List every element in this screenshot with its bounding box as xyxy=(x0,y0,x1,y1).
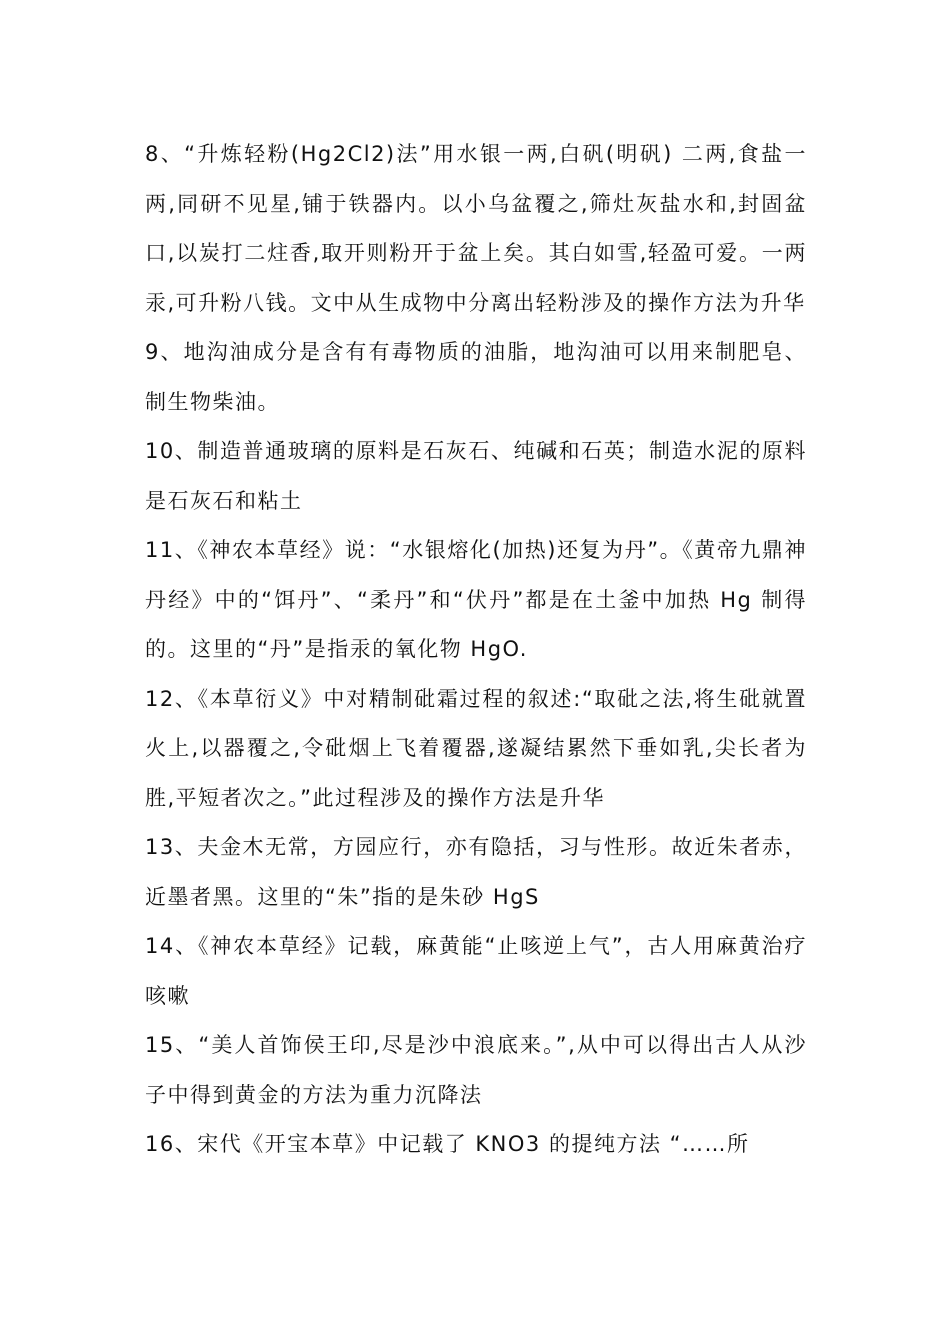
paragraph-10: 10、制造普通玻璃的原料是石灰石、纯碱和石英；制造水泥的原料是石灰石和粘土 xyxy=(145,439,807,513)
paragraph-9: 9、地沟油成分是含有有毒物质的油脂，地沟油可以用来制肥皂、制生物柴油。 xyxy=(145,340,807,414)
paragraph-11: 11、《神农本草经》说：“水银熔化(加热)还复为丹”。《黄帝九鼎神丹经》中的“饵丹”、“柔丹”和“伏丹”都是在土釜中加热 Hg 制得的。这里的“丹”是指汞的氧化物 HgO. xyxy=(145,538,807,661)
paragraph-8: 8、“升炼轻粉(Hg2Cl2)法”用水银一两,白矾(明矾) 二两,食盐一两,同研不见星,铺于铁器内。以小乌盆覆之,筛灶灰盐水和,封固盆口,以炭打二炷香,取开则粉开于盆上矣。其白如雪,轻盈可爱。一两汞,可升粉八钱。文中从生成物中分离出轻粉涉及的操作方法为升华 xyxy=(145,142,807,315)
paragraph-14: 14、《神农本草经》记载，麻黄能“止咳逆上气”，古人用麻黄治疗咳嗽 xyxy=(145,934,807,1008)
paragraph-16: 16、宋代《开宝本草》中记载了 KNO3 的提纯方法 “……所 xyxy=(145,1132,750,1156)
paragraph-15: 15、“美人首饰侯王印,尽是沙中浪底来。”,从中可以得出古人从沙子中得到黄金的方法为重力沉降法 xyxy=(145,1033,807,1107)
paragraph-12: 12、《本草衍义》中对精制砒霜过程的叙述:“取砒之法,将生砒就置火上,以器覆之,令砒烟上飞着覆器,遂凝结累然下垂如乳,尖长者为胜,平短者次之。”此过程涉及的操作方法是升华 xyxy=(145,686,807,810)
document-body xyxy=(145,130,807,1170)
paragraph-13: 13、夫金木无常，方园应行，亦有隐括，习与性形。故近朱者赤，近墨者黑。这里的“朱”指的是朱砂 HgS xyxy=(145,835,807,909)
